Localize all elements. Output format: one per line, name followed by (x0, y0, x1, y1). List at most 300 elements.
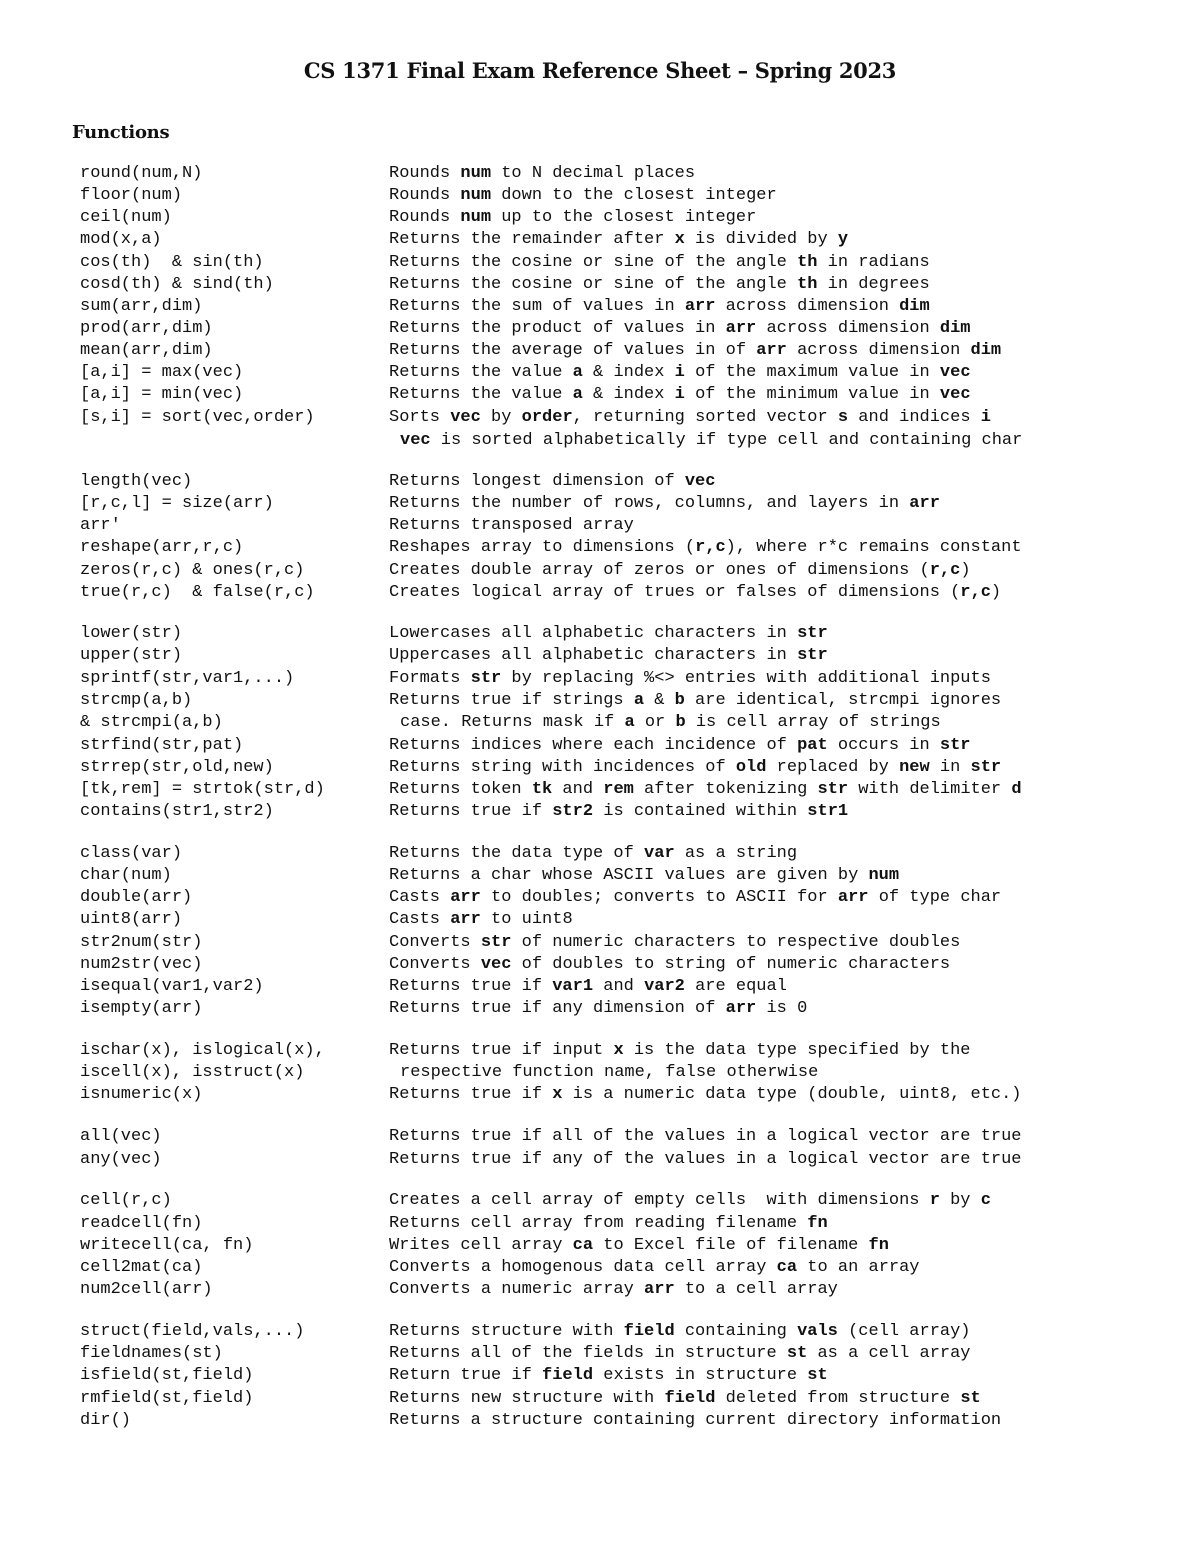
function-row (0, 318, 1200, 340)
function-description (389, 1084, 1022, 1106)
description-keyword: var (644, 844, 675, 863)
description-text: is sorted alphabetically if type cell and containing char (430, 431, 1023, 450)
function-description (389, 340, 1001, 362)
description-keyword: rem (603, 780, 634, 799)
description-text: in degrees (817, 275, 930, 294)
function-signature: ischar(x), islogical(x), (80, 1041, 325, 1060)
description-text: is contained within (593, 802, 808, 821)
function-signature: isequal(var1,var2) (80, 977, 264, 996)
function-description (389, 735, 971, 757)
description-keyword: vec (450, 408, 481, 427)
function-description (389, 515, 634, 537)
description-keyword: num (868, 866, 900, 885)
function-row (0, 537, 1200, 559)
description-text: Returns true if (389, 802, 553, 821)
function-description (400, 430, 1022, 452)
function-row (0, 843, 1200, 865)
function-row (0, 932, 1200, 954)
function-row (0, 274, 1200, 296)
description-text: respective function name, false otherwise (400, 1063, 819, 1082)
description-keyword: fn (868, 1236, 889, 1255)
description-text: Returns true if strings (389, 691, 634, 710)
description-text: ) (960, 561, 971, 580)
function-signature: sprintf(str,var1,...) (80, 669, 295, 688)
function-row (0, 163, 1200, 185)
description-text: Returns the number of rows, columns, and layers in (389, 494, 910, 513)
description-keyword: st (960, 1389, 981, 1408)
description-text: Lowercases all alphabetic characters in (389, 624, 798, 643)
description-text: Returns string with incidences of (389, 758, 736, 777)
description-keyword: str (817, 780, 849, 799)
description-keyword: arr (837, 888, 869, 907)
function-row (0, 757, 1200, 779)
description-text: in (929, 758, 971, 777)
function-signature: strrep(str,old,new) (80, 758, 274, 777)
description-keyword: str (480, 933, 512, 952)
function-description (389, 229, 848, 251)
description-keyword: num (460, 186, 492, 205)
function-row (0, 1084, 1200, 1106)
description-text: Returns true if all of the values in a logical vector are true (389, 1127, 1022, 1146)
description-text: Returns the remainder after (389, 230, 675, 249)
function-description (389, 318, 971, 340)
function-description (389, 645, 828, 667)
function-signature: class(var) (80, 844, 183, 863)
function-row (0, 801, 1200, 823)
description-text: Converts a numeric array (389, 1280, 645, 1299)
description-text: Returns longest dimension of (389, 472, 685, 491)
function-signature: cell(r,c) (80, 1191, 172, 1210)
description-keyword: pat (797, 736, 828, 755)
description-keyword: i (980, 408, 991, 427)
description-text: exists in structure (593, 1366, 808, 1385)
function-row (0, 430, 1200, 452)
description-text: Returns true if any dimension of (389, 999, 726, 1018)
description-text: Returns all of the fields in structure (389, 1344, 787, 1363)
function-signature: upper(str) (80, 646, 183, 665)
description-keyword: arr (725, 999, 757, 1018)
description-keyword: str (797, 624, 828, 643)
function-description (389, 560, 971, 582)
description-text: with delimiter (848, 780, 1012, 799)
description-text: replaced by (766, 758, 900, 777)
function-signature: [a,i] = min(vec) (80, 385, 244, 404)
description-keyword: vec (939, 363, 971, 382)
description-text: to N decimal places (491, 164, 696, 183)
function-description (389, 954, 950, 976)
function-row (0, 887, 1200, 909)
function-description (389, 582, 1001, 604)
description-text: is 0 (756, 999, 808, 1018)
function-signature: char(num) (80, 866, 172, 885)
function-row (0, 712, 1200, 734)
description-keyword: r,c (695, 538, 726, 557)
description-text: in radians (817, 253, 930, 272)
function-row (0, 229, 1200, 251)
function-row (0, 1190, 1200, 1212)
description-text: of type char (868, 888, 1002, 907)
function-description (389, 163, 695, 185)
function-row (0, 296, 1200, 318)
description-keyword: var1 (552, 977, 594, 996)
function-signature: sum(arr,dim) (80, 297, 203, 316)
function-signature: & strcmpi(a,b) (80, 713, 223, 732)
function-signature: cosd(th) & sind(th) (80, 275, 274, 294)
function-row (0, 976, 1200, 998)
description-keyword: new (899, 758, 930, 777)
description-text: Returns structure with (389, 1322, 624, 1341)
function-description (389, 1343, 971, 1365)
function-row (0, 623, 1200, 645)
function-row (0, 252, 1200, 274)
function-description (389, 887, 1001, 909)
description-text: Returns the cosine or sine of the angle (389, 253, 798, 272)
description-text: Returns the value (389, 385, 573, 404)
description-text: ), where r*c remains constant (725, 538, 1022, 557)
function-description (400, 1062, 818, 1084)
function-signature: isfield(st,field) (80, 1366, 254, 1385)
description-text: ) (990, 583, 1002, 602)
description-text: up to the closest integer (491, 208, 757, 227)
description-keyword: arr (684, 297, 716, 316)
description-text: Returns the data type of (389, 844, 645, 863)
function-description (389, 1365, 828, 1387)
function-description (400, 712, 941, 734)
function-description (389, 407, 991, 429)
description-text: by (939, 1191, 981, 1210)
function-signature: length(vec) (80, 472, 193, 491)
function-signature: ceil(num) (80, 208, 172, 227)
function-description (389, 623, 828, 645)
description-keyword: a (624, 713, 635, 732)
description-text: Reshapes array to dimensions ( (389, 538, 696, 557)
function-signature: dir() (80, 1411, 132, 1430)
function-description (389, 274, 930, 296)
description-text: to uint8 (480, 910, 573, 929)
description-keyword: dim (939, 319, 971, 338)
function-signature: rmfield(st,field) (80, 1389, 254, 1408)
description-text: across dimension (756, 319, 940, 338)
description-keyword: str (970, 758, 1002, 777)
description-text: across dimension (715, 297, 900, 316)
function-signature: contains(str1,str2) (80, 802, 274, 821)
function-row (0, 954, 1200, 976)
description-text: and indices (848, 408, 981, 427)
function-row (0, 1149, 1200, 1171)
function-signature: lower(str) (80, 624, 183, 643)
description-text: Returns a char whose ASCII values are given by (389, 866, 869, 885)
description-keyword: ca (572, 1236, 594, 1255)
function-row (0, 779, 1200, 801)
description-text: of doubles to string of numeric characters (511, 955, 951, 974)
description-keyword: th (797, 253, 818, 272)
description-keyword: field (542, 1366, 594, 1385)
function-row (0, 515, 1200, 537)
description-keyword: c (980, 1191, 991, 1210)
function-signature: all(vec) (80, 1127, 162, 1146)
description-keyword: str (470, 669, 502, 688)
description-text: Returns true if any of the values in a logical vector are true (389, 1150, 1022, 1169)
description-keyword: num (460, 164, 492, 183)
function-description (389, 690, 1001, 712)
description-keyword: vec (400, 431, 431, 450)
function-row (0, 645, 1200, 667)
description-keyword: x (674, 230, 685, 249)
function-signature: prod(arr,dim) (80, 319, 213, 338)
description-keyword: vals (797, 1322, 838, 1341)
description-text: are equal (684, 977, 787, 996)
function-description (389, 1388, 981, 1410)
description-keyword: field (664, 1389, 716, 1408)
function-signature: isempty(arr) (80, 999, 203, 1018)
description-text: Uppercases all alphabetic characters in (389, 646, 798, 665)
description-keyword: str (939, 736, 971, 755)
function-description (389, 909, 573, 931)
description-text: as a cell array (807, 1344, 971, 1363)
description-text: Returns token (389, 780, 532, 799)
description-keyword: vec (684, 472, 716, 491)
function-signature: writecell(ca, fn) (80, 1236, 254, 1255)
description-keyword: ca (776, 1258, 798, 1277)
description-text: Formats (389, 669, 471, 688)
function-row (0, 185, 1200, 207)
description-text: & (644, 691, 675, 710)
description-text: Returns new structure with (389, 1389, 665, 1408)
description-keyword: field (623, 1322, 675, 1341)
function-signature: isnumeric(x) (80, 1085, 203, 1104)
description-keyword: d (1011, 780, 1022, 799)
function-signature: zeros(r,c) & ones(r,c) (80, 561, 305, 580)
function-description (389, 998, 807, 1020)
description-keyword: r,c (960, 583, 991, 602)
description-keyword: i (674, 363, 685, 382)
function-signature: cell2mat(ca) (80, 1258, 203, 1277)
description-text: Returns the sum of values in (389, 297, 685, 316)
function-description (389, 207, 756, 229)
function-row (0, 582, 1200, 604)
description-text: of the minimum value in (684, 385, 940, 404)
function-description (389, 537, 1022, 559)
description-keyword: arr (725, 319, 757, 338)
description-text: Casts (389, 888, 451, 907)
function-signature: [tk,rem] = strtok(str,d) (80, 780, 325, 799)
description-text: Converts (389, 933, 481, 952)
description-keyword: old (735, 758, 767, 777)
description-text: is cell array of strings (685, 713, 941, 732)
description-keyword: arr (756, 341, 787, 360)
description-text: Returns a structure containing current directory information (389, 1411, 1002, 1430)
function-signature: struct(field,vals,...) (80, 1322, 305, 1341)
description-text: is the data type specified by the (623, 1041, 971, 1060)
function-row (0, 471, 1200, 493)
description-text: , returning sorted vector (572, 408, 838, 427)
description-text: Sorts (389, 408, 451, 427)
description-keyword: x (552, 1085, 563, 1104)
function-description (389, 1410, 1001, 1432)
function-row (0, 1388, 1200, 1410)
description-keyword: str2 (552, 802, 594, 821)
function-row (0, 1126, 1200, 1148)
function-description (389, 1279, 838, 1301)
function-row (0, 1410, 1200, 1432)
description-text: & index (582, 363, 675, 382)
function-signature: [s,i] = sort(vec,order) (80, 408, 315, 427)
function-row (0, 1365, 1200, 1387)
description-text: Creates a cell array of empty cells with dimensions (389, 1191, 930, 1210)
description-text: Returns true if (389, 977, 553, 996)
function-description (389, 185, 777, 207)
function-description (389, 1213, 828, 1235)
description-text: and (552, 780, 604, 799)
function-signature: any(vec) (80, 1150, 162, 1169)
section-heading-functions: Functions (72, 122, 170, 143)
function-row (0, 407, 1200, 429)
description-keyword: order (521, 408, 573, 427)
function-row (0, 493, 1200, 515)
function-description (389, 471, 715, 493)
description-text: Returns the product of values in (389, 319, 726, 338)
description-text: case. Returns mask if (400, 713, 625, 732)
description-text: Rounds (389, 186, 461, 205)
description-keyword: a (633, 691, 645, 710)
description-keyword: str1 (807, 802, 849, 821)
description-text: Converts (389, 955, 481, 974)
description-text: Creates double array of zeros or ones of dimensions ( (389, 561, 930, 580)
function-row (0, 560, 1200, 582)
function-description (389, 1040, 971, 1062)
description-keyword: tk (531, 780, 553, 799)
function-description (389, 1257, 920, 1279)
function-description (389, 362, 971, 384)
description-text: Returns the value (389, 363, 573, 382)
description-keyword: y (837, 230, 849, 249)
function-row (0, 1279, 1200, 1301)
function-row (0, 668, 1200, 690)
description-text: to Excel file of filename (593, 1236, 869, 1255)
description-keyword: st (786, 1344, 808, 1363)
description-text: (cell array) (837, 1322, 971, 1341)
description-keyword: dim (970, 341, 1002, 360)
function-description (389, 843, 797, 865)
description-text: Casts (389, 910, 451, 929)
function-row (0, 362, 1200, 384)
description-text: of numeric characters to respective doubles (511, 933, 961, 952)
function-signature: strcmp(a,b) (80, 691, 193, 710)
function-description (389, 1190, 991, 1212)
function-row (0, 690, 1200, 712)
function-signature: reshape(arr,r,c) (80, 538, 244, 557)
description-text: and (593, 977, 645, 996)
description-text: Converts a homogenous data cell array (389, 1258, 777, 1277)
description-keyword: b (674, 691, 685, 710)
description-keyword: arr (909, 494, 940, 513)
description-keyword: str (797, 646, 828, 665)
function-row (0, 1213, 1200, 1235)
function-description (389, 296, 930, 318)
function-row (0, 1040, 1200, 1062)
description-text: by (480, 408, 522, 427)
function-signature: mod(x,a) (80, 230, 162, 249)
description-keyword: a (572, 363, 583, 382)
description-keyword: i (674, 385, 685, 404)
description-text: are identical, strcmpi ignores (684, 691, 1002, 710)
function-row (0, 384, 1200, 406)
description-text: by replacing %<> entries with additional inputs (501, 669, 991, 688)
description-keyword: dim (899, 297, 930, 316)
function-row (0, 1343, 1200, 1365)
description-text: Returns indices where each incidence of (389, 736, 798, 755)
description-text: as a string (674, 844, 798, 863)
function-description (389, 1149, 1022, 1171)
description-keyword: fn (807, 1214, 828, 1233)
function-row (0, 909, 1200, 931)
function-row (0, 1257, 1200, 1279)
function-signature: true(r,c) & false(r,c) (80, 583, 315, 602)
description-keyword: s (837, 408, 849, 427)
function-row (0, 1321, 1200, 1343)
page-title: CS 1371 Final Exam Reference Sheet – Spring 2023 (303, 58, 897, 83)
function-row (0, 1235, 1200, 1257)
description-text: is divided by (684, 230, 838, 249)
function-signature: [a,i] = max(vec) (80, 363, 244, 382)
function-signature: strfind(str,pat) (80, 736, 244, 755)
function-signature: readcell(fn) (80, 1214, 203, 1233)
function-description (389, 1235, 889, 1257)
function-description (389, 779, 1022, 801)
description-text: after tokenizing (633, 780, 818, 799)
description-text: Returns the cosine or sine of the angle (389, 275, 798, 294)
description-text: Returns cell array from reading filename (389, 1214, 808, 1233)
description-keyword: a (572, 385, 583, 404)
description-text: of the maximum value in (684, 363, 940, 382)
description-text: Creates logical array of trues or falses of dimensions ( (389, 583, 961, 602)
description-text: Return true if (389, 1366, 543, 1385)
function-description (389, 976, 787, 998)
description-text: occurs in (827, 736, 940, 755)
description-keyword: th (797, 275, 818, 294)
description-keyword: arr (450, 888, 481, 907)
function-signature: num2cell(arr) (80, 1280, 213, 1299)
description-keyword: r (929, 1191, 940, 1210)
function-description (389, 757, 1001, 779)
function-row (0, 865, 1200, 887)
function-row (0, 340, 1200, 362)
description-text: Returns true if (389, 1085, 553, 1104)
description-text: & index (582, 385, 675, 404)
function-description (389, 493, 940, 515)
function-signature: round(num,N) (80, 164, 203, 183)
function-description (389, 1126, 1022, 1148)
function-signature: fieldnames(st) (80, 1344, 223, 1363)
function-description (389, 865, 899, 887)
description-text: or (634, 713, 676, 732)
description-text: Rounds (389, 164, 461, 183)
function-signature: iscell(x), isstruct(x) (80, 1063, 305, 1082)
function-description (389, 252, 930, 274)
description-text: Rounds (389, 208, 461, 227)
description-text: Writes cell array (389, 1236, 573, 1255)
function-signature: mean(arr,dim) (80, 341, 213, 360)
description-text: down to the closest integer (491, 186, 777, 205)
description-text: Returns true if input (389, 1041, 614, 1060)
function-signature: double(arr) (80, 888, 193, 907)
function-description (389, 668, 991, 690)
description-keyword: arr (644, 1280, 675, 1299)
description-keyword: x (613, 1041, 624, 1060)
function-description (389, 932, 960, 954)
function-signature: cos(th) & sin(th) (80, 253, 264, 272)
function-description (389, 801, 848, 823)
